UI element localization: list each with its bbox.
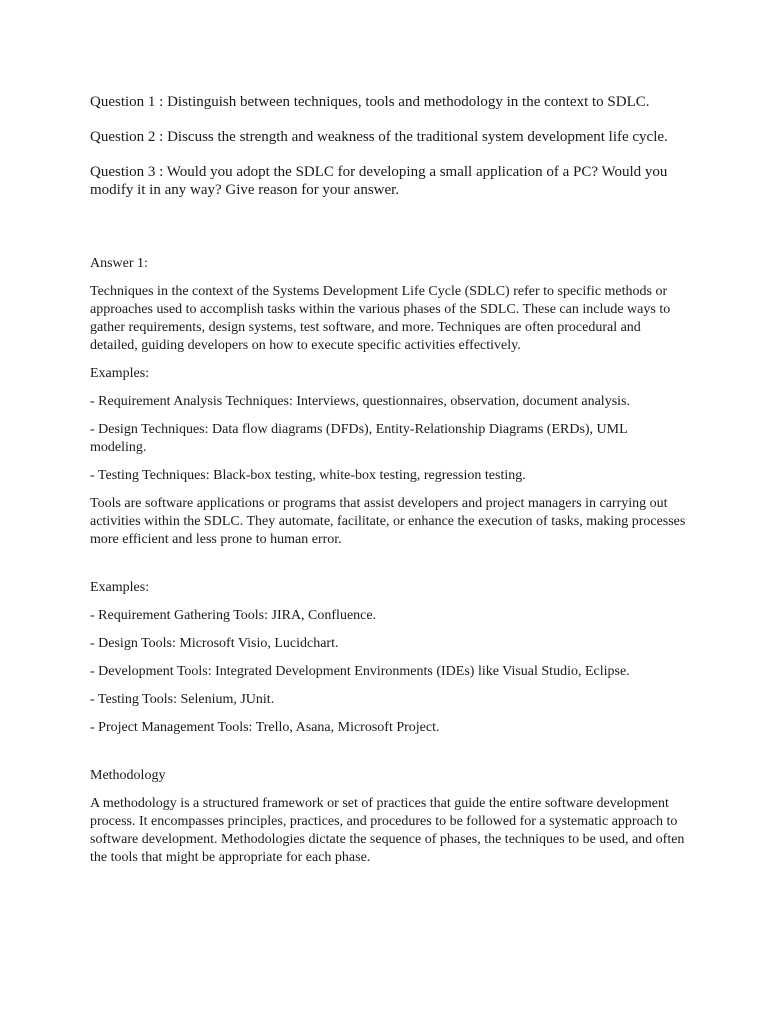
tools-example-item: - Design Tools: Microsoft Visio, Lucidchart. [90,636,339,651]
answer-section [90,255,686,877]
techniques-example-item: - Testing Techniques: Black-box testing, white-box testing, regression testing. [90,468,526,483]
techniques-example-item: - Requirement Analysis Techniques: Interviews, questionnaires, observation, document analysis. [90,394,630,409]
spacer [90,747,686,767]
methodology-heading: Methodology [90,768,166,783]
techniques-example-item: - Design Techniques: Data flow diagrams (DFDs), Entity-Relationship Diagrams (ERDs), UML modeling. [90,422,628,455]
questions-section [90,93,690,216]
techniques-paragraph: Techniques in the context of the Systems Development Life Cycle (SDLC) refer to specific methods or approaches used to accomplish tasks within the various phases of the SDLC. These can include ways to gather requirements, design systems, test software, and more. Techniques are often procedural and detailed, guiding developers on how to execute specific activities effectively. [90,284,671,353]
tools-paragraph: Tools are software applications or programs that assist developers and project managers in carrying out activities within the SDLC. They automate, facilitate, or enhance the execution of tasks, making processes more efficient and less prone to human error. [90,496,686,547]
spacer [90,559,686,579]
answer-heading: Answer 1: [90,256,148,271]
techniques-examples-label: Examples: [90,366,150,381]
tools-example-item: - Requirement Gathering Tools: JIRA, Confluence. [90,608,377,623]
tools-example-item: - Project Management Tools: Trello, Asana, Microsoft Project. [90,720,440,735]
tools-examples-label: Examples: [90,580,150,595]
question-2: Question 2 : Discuss the strength and weakness of the traditional system development life cycle. [90,129,668,145]
question-3: Question 3 : Would you adopt the SDLC for developing a small application of a PC? Would you modify it in any way? Give reason for your answer. [90,164,668,198]
question-1: Question 1 : Distinguish between techniques, tools and methodology in the context to SDLC. [90,94,650,110]
tools-example-item: - Development Tools: Integrated Development Environments (IDEs) like Visual Studio, Eclipse. [90,664,630,679]
tools-example-item: - Testing Tools: Selenium, JUnit. [90,692,275,707]
methodology-paragraph: A methodology is a structured framework or set of practices that guide the entire software development process. It encompasses principles, practices, and procedures to be followed for a systematic approach to software development. Methodologies dictate the sequence of phases, the techniques to be used, and often the tools that might be appropriate for each phase. [90,796,685,865]
